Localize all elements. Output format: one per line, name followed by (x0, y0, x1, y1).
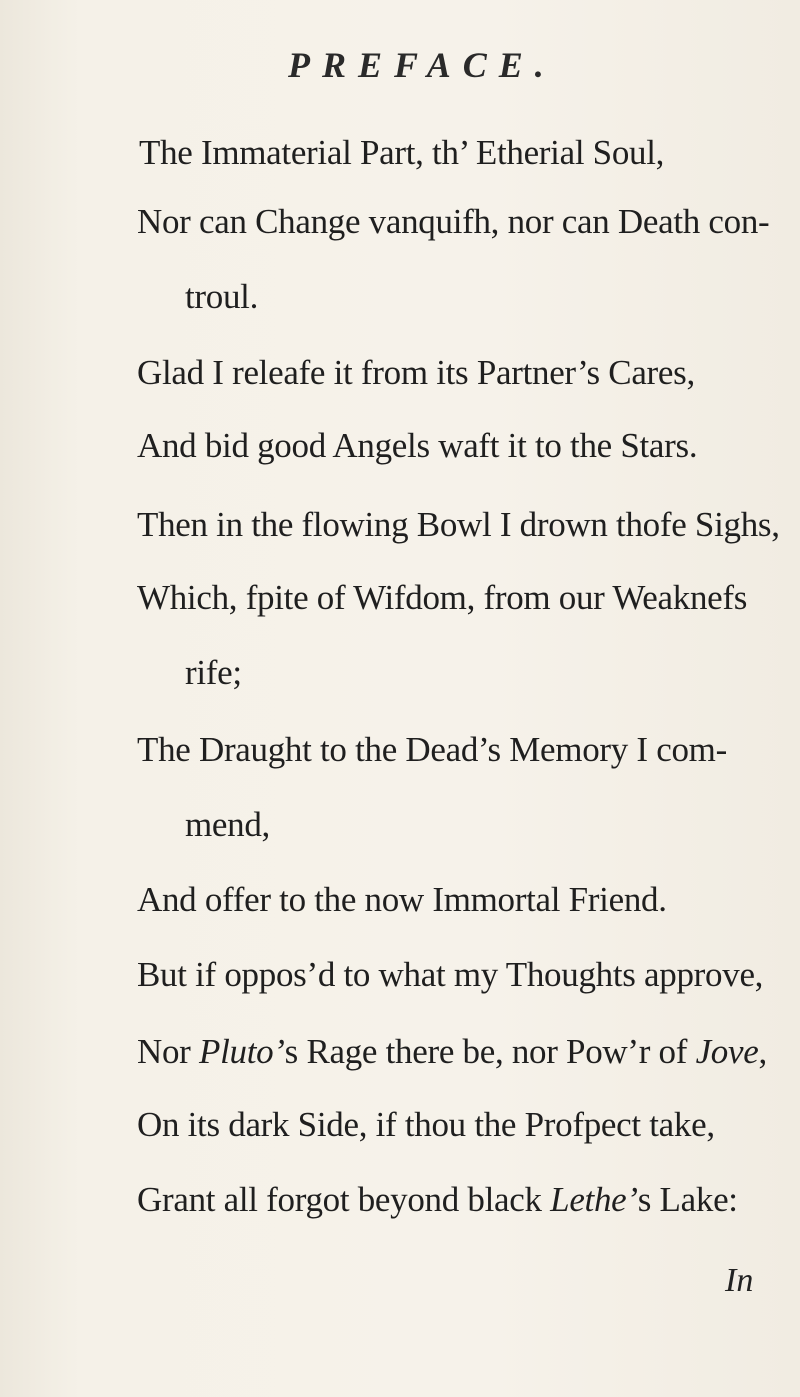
running-header: PREFACE. (288, 45, 556, 85)
verse-line: On its dark Side, if thou the Profpect take, (137, 1105, 715, 1144)
italic-name-jove: Jove (695, 1032, 759, 1071)
verse-line: And offer to the now Immortal Friend. (137, 880, 667, 919)
verse-line: The Draught to the Dead’s Memory I com- (137, 730, 727, 769)
verse-line: mend, (185, 805, 271, 844)
verse-line: And bid good Angels waft it to the Stars. (137, 426, 698, 465)
italic-name-pluto: Pluto’ (198, 1032, 285, 1071)
verse-line: Which, fpite of Wifdom, from our Weaknefs (137, 578, 748, 617)
verse-line: Glad I releafe it from its Partner’s Cares, (137, 353, 695, 392)
verse-text: s Lake: (637, 1180, 738, 1219)
verse-line: Then in the flowing Bowl I drown thofe Sighs, (137, 505, 780, 544)
verse-text: s Rage there be, nor Pow’r of (284, 1032, 696, 1071)
verse-text: Nor (137, 1032, 199, 1071)
verse-line: rife; (185, 653, 242, 692)
verse-line (137, 1032, 767, 1072)
verse-line: Nor can Change vanquifh, nor can Death con- (137, 202, 770, 241)
verse-line (137, 1180, 738, 1220)
catchword: In (725, 1262, 754, 1299)
italic-name-lethe: Lethe’ (550, 1180, 638, 1219)
verse-text: , (758, 1032, 767, 1071)
verse-line: troul. (185, 277, 259, 316)
verse-line: The Immaterial Part, th’ Etherial Soul, (139, 133, 665, 172)
verse-line: But if oppos’d to what my Thoughts approve, (137, 955, 764, 994)
verse-text: Grant all forgot beyond black (137, 1180, 551, 1219)
